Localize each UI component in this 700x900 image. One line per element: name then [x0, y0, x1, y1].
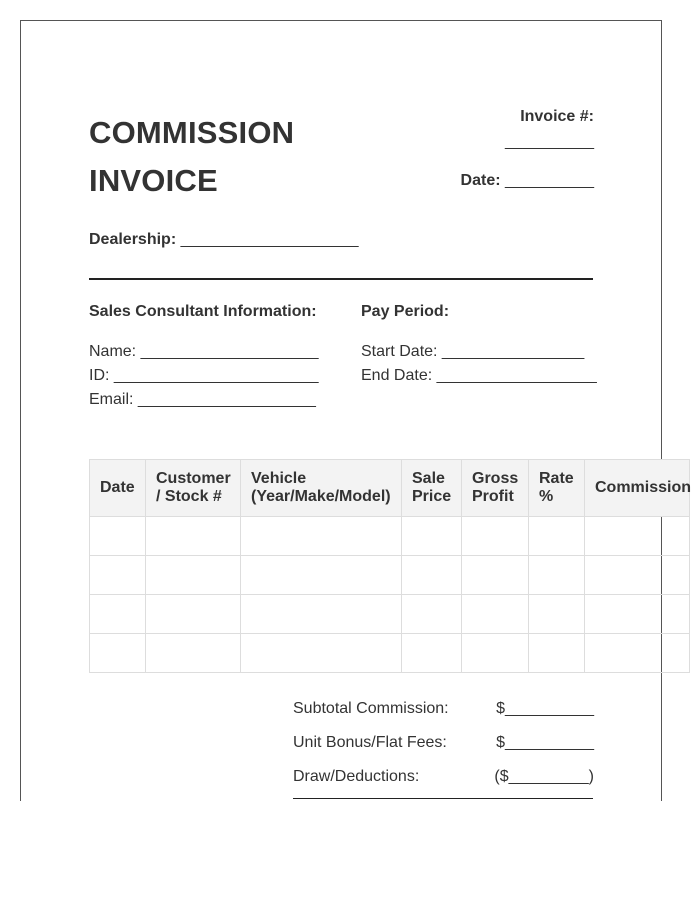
- invoice-number-field[interactable]: __________: [505, 133, 594, 150]
- table-cell[interactable]: [402, 517, 462, 556]
- table-row: [90, 517, 690, 556]
- table-cell[interactable]: [402, 595, 462, 634]
- column-header-gross-profit: Gross Profit: [462, 460, 529, 517]
- table-cell[interactable]: [585, 556, 690, 595]
- table-cell[interactable]: [462, 595, 529, 634]
- bonus-field[interactable]: $__________: [496, 734, 594, 751]
- column-header-customer: Customer / Stock #: [146, 460, 241, 517]
- header-divider: [89, 278, 593, 280]
- consultant-email-field[interactable]: Email: ____________________: [89, 391, 316, 408]
- table-cell[interactable]: [146, 517, 241, 556]
- dealership-row: [89, 231, 359, 249]
- table-cell[interactable]: [241, 634, 402, 673]
- table-cell[interactable]: [90, 517, 146, 556]
- title-line-2: INVOICE: [89, 163, 218, 198]
- pay-period-heading: Pay Period:: [361, 303, 450, 320]
- subtotal-label: Subtotal Commission:: [293, 700, 449, 717]
- table-cell[interactable]: [585, 595, 690, 634]
- table-cell[interactable]: [402, 634, 462, 673]
- table-cell[interactable]: [241, 556, 402, 595]
- table-row: [90, 595, 690, 634]
- invoice-page: [20, 20, 692, 801]
- column-header-sale-price: Sale Price: [402, 460, 462, 517]
- table-cell[interactable]: [529, 517, 585, 556]
- table-cell[interactable]: [529, 556, 585, 595]
- table-cell[interactable]: [146, 595, 241, 634]
- consultant-id-field[interactable]: ID: _______________________: [89, 367, 319, 384]
- table-cell[interactable]: [146, 556, 241, 595]
- title-line-1: COMMISSION: [89, 115, 295, 150]
- column-header-date: Date: [90, 460, 146, 517]
- column-header-rate: Rate %: [529, 460, 585, 517]
- summary-divider: [293, 798, 593, 799]
- table-cell[interactable]: [585, 634, 690, 673]
- table-cell[interactable]: [146, 634, 241, 673]
- table-cell[interactable]: [462, 556, 529, 595]
- column-header-commission: Commission: [585, 460, 690, 517]
- table-cell[interactable]: [90, 556, 146, 595]
- dealership-field[interactable]: ____________________: [180, 231, 359, 248]
- consultant-name-field[interactable]: Name: ____________________: [89, 343, 319, 360]
- table-cell[interactable]: [90, 634, 146, 673]
- end-date-field[interactable]: End Date: __________________: [361, 367, 597, 384]
- date-field[interactable]: __________: [505, 172, 594, 189]
- table-row: [90, 634, 690, 673]
- table-cell[interactable]: [241, 517, 402, 556]
- invoice-number-label: Invoice #:: [520, 108, 594, 125]
- table-cell[interactable]: [402, 556, 462, 595]
- draw-field[interactable]: ($_________): [494, 768, 594, 785]
- dealership-label: Dealership:: [89, 231, 177, 248]
- column-header-vehicle: Vehicle (Year/Make/Model): [241, 460, 402, 517]
- draw-label: Draw/Deductions:: [293, 768, 420, 785]
- table-cell[interactable]: [585, 517, 690, 556]
- table-cell[interactable]: [462, 517, 529, 556]
- table-cell[interactable]: [529, 634, 585, 673]
- start-date-field[interactable]: Start Date: ________________: [361, 343, 585, 360]
- date-row: [461, 172, 594, 190]
- date-label: Date:: [460, 172, 501, 189]
- table-cell[interactable]: [90, 595, 146, 634]
- table-header-row: [90, 460, 690, 517]
- commission-table: [89, 459, 690, 673]
- table-row: [90, 556, 690, 595]
- consultant-heading: Sales Consultant Information:: [89, 303, 317, 320]
- subtotal-field[interactable]: $__________: [496, 700, 594, 717]
- table-cell[interactable]: [462, 634, 529, 673]
- bonus-label: Unit Bonus/Flat Fees:: [293, 734, 447, 751]
- table-cell[interactable]: [241, 595, 402, 634]
- table-cell[interactable]: [529, 595, 585, 634]
